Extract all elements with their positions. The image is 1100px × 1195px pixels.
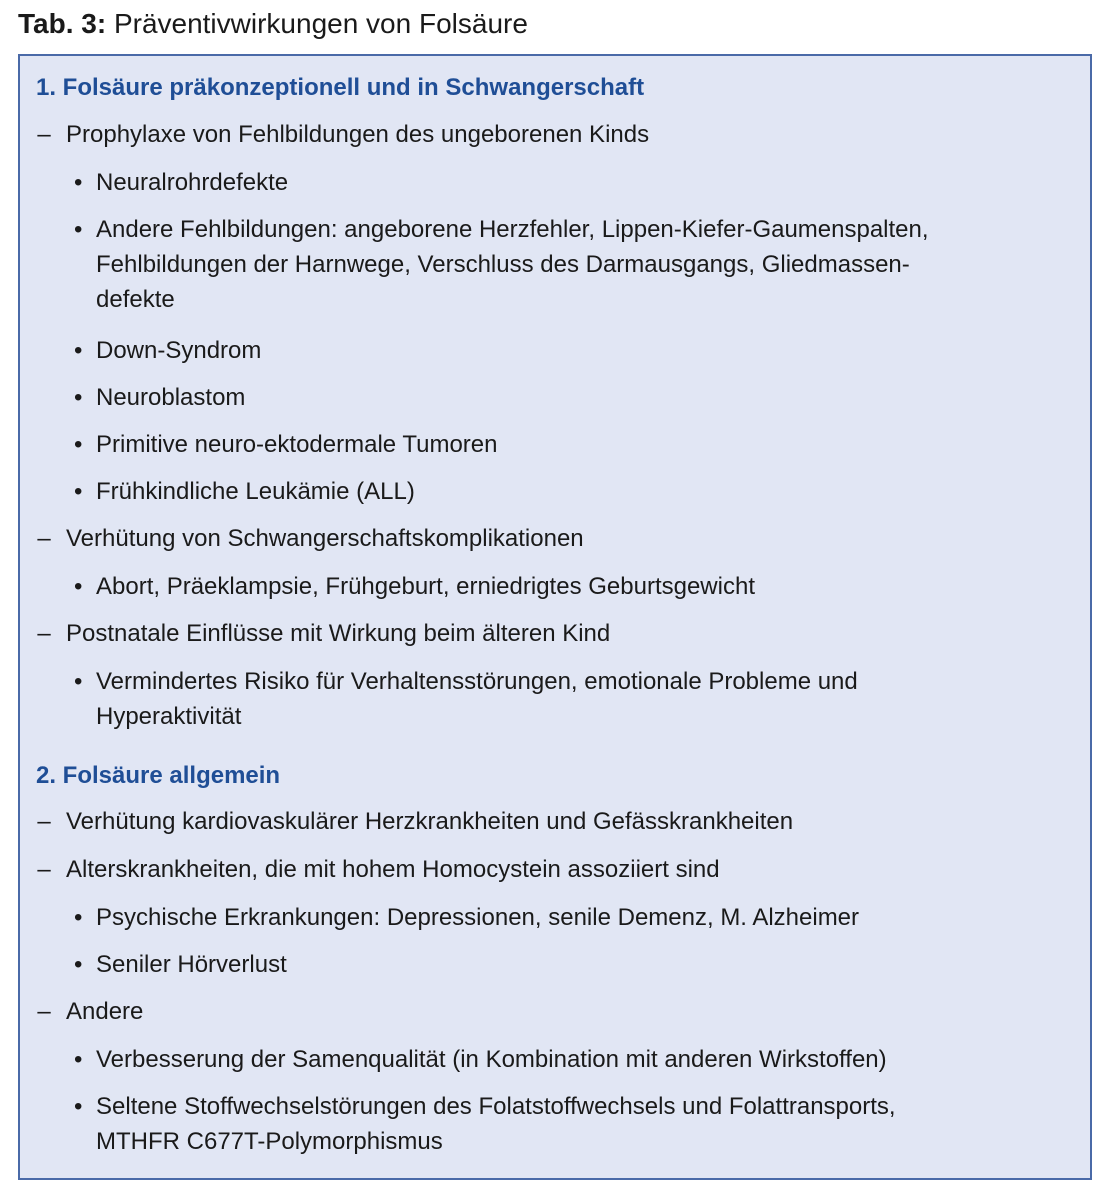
bullet-marker: • [74,668,83,695]
list-item-text: Verbesserung der Samenqualität (in Kombination mit anderen Wirkstoffen) [96,1046,887,1073]
bullet-marker: • [74,384,83,411]
list-item-text: Vermindertes Risiko für Verhaltensstörungen, emotionale Probleme und Hyperaktivität [96,668,858,730]
list-item-text: Neuroblastom [96,384,246,411]
section-heading-2: 2. Folsäure allgemein [36,762,281,789]
list-item-text: Psychische Erkrankungen: Depressionen, senile Demenz, M. Alzheimer [96,904,860,931]
list-item-text: Andere [66,998,144,1025]
table-caption [18,4,528,44]
list-item-text: Alterskrankheiten, die mit hohem Homocystein assoziiert sind [66,856,720,883]
list-item-text: Andere Fehlbildungen: angeborene Herzfehler, Lippen-Kiefer-Gaumenspalten, Fehlbildungen der Harnwege, Verschluss des Darmausgangs, Gliedmassen- defekte [96,216,929,313]
bullet-marker: • [74,337,83,364]
list-item-text: Primitive neuro-ektodermale Tumoren [96,431,498,458]
dash-marker: – [37,121,51,148]
bullet-marker: • [74,169,83,196]
section-heading-1: 1. Folsäure präkonzeptionell und in Schwangerschaft [36,74,645,101]
bullet-marker: • [74,431,83,458]
bullet-marker: • [74,951,83,978]
content-box [18,54,1092,1180]
list-item-text: Verhütung kardiovaskulärer Herzkrankheiten und Gefässkrankheiten [66,808,794,835]
list-item-text: Neuralrohrdefekte [96,169,289,196]
bullet-marker: • [74,216,83,243]
list-item-text: Prophylaxe von Fehlbildungen des ungeborenen Kinds [66,121,650,148]
bullet-marker: • [74,573,83,600]
bullet-marker: • [74,904,83,931]
dash-marker: – [37,808,51,835]
dash-marker: – [37,856,51,883]
caption-title: Präventivwirkungen von Folsäure [113,8,528,39]
bullet-marker: • [74,1093,83,1120]
list-item-text: Abort, Präeklampsie, Frühgeburt, erniedrigtes Geburtsgewicht [96,573,755,600]
dash-marker: – [37,620,51,647]
list-item-text: Seltene Stoffwechselstörungen des Folatstoffwechsels und Folattransports, MTHFR C677T-Polymorphismus [96,1093,896,1155]
list-item-text: Down-Syndrom [96,337,262,364]
list-item-text: Postnatale Einflüsse mit Wirkung beim älteren Kind [66,620,611,647]
caption-label: Tab. 3: [18,8,107,39]
bullet-marker: • [74,478,83,505]
list-item-text: Seniler Hörverlust [96,951,287,978]
dash-marker: – [37,998,51,1025]
list-item-text: Frühkindliche Leukämie (ALL) [96,478,415,505]
dash-marker: – [37,525,51,552]
bullet-marker: • [74,1046,83,1073]
list-item-text: Verhütung von Schwangerschaftskomplikationen [66,525,584,552]
